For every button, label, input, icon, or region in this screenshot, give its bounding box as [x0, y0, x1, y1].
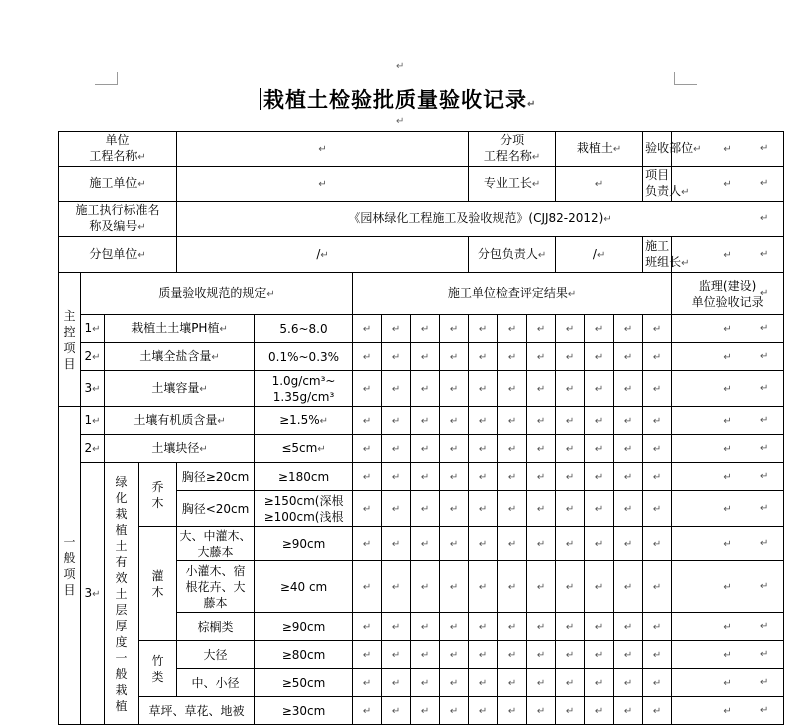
- check-cell[interactable]: ↵: [440, 343, 469, 371]
- subcontract-manager-label: 分包负责人↵: [469, 237, 556, 273]
- supervision-header: 监理(建设) 单位验收记录: [672, 273, 784, 315]
- page-corner-mark-left: [95, 72, 118, 85]
- row-end-mark: ↵: [760, 620, 769, 632]
- item-value: ≤5cm↵: [255, 435, 353, 463]
- item-name: 土壤容量↵: [105, 371, 255, 407]
- plant-subcategory: 棕榈类: [177, 613, 255, 641]
- table-row: [59, 527, 784, 561]
- sub-item-label: 分项 工程名称↵: [469, 132, 556, 167]
- check-cell[interactable]: ↵: [382, 641, 411, 669]
- check-cell[interactable]: ↵: [440, 561, 469, 613]
- row-end-mark: ↵: [760, 470, 769, 482]
- check-cell[interactable]: ↵: [556, 491, 585, 527]
- check-cell[interactable]: ↵: [643, 491, 672, 527]
- check-cell[interactable]: ↵: [556, 463, 585, 491]
- team-leader-label: 施工 班组长↵: [643, 237, 672, 273]
- row-end-mark: ↵: [760, 414, 769, 426]
- check-cell[interactable]: ↵: [585, 613, 614, 641]
- item-value: ≥150cm(深根 ≥100cm(浅根: [255, 491, 353, 527]
- check-cell[interactable]: ↵: [353, 561, 382, 613]
- supervision-cell[interactable]: ↵: [672, 343, 784, 371]
- team-leader-value[interactable]: ↵: [672, 237, 784, 273]
- check-cell[interactable]: ↵: [527, 407, 556, 435]
- subcontract-unit-value: /↵: [177, 237, 469, 273]
- table-row: [59, 371, 784, 407]
- table-row: [59, 435, 784, 463]
- item-no: 1↵: [81, 407, 105, 435]
- check-cell[interactable]: ↵: [353, 641, 382, 669]
- check-cell[interactable]: ↵: [469, 343, 498, 371]
- check-cell[interactable]: ↵: [527, 697, 556, 725]
- check-cell[interactable]: ↵: [585, 463, 614, 491]
- check-cell[interactable]: ↵: [382, 613, 411, 641]
- table-row: [59, 697, 784, 725]
- check-cell[interactable]: ↵: [382, 463, 411, 491]
- check-cell[interactable]: ↵: [498, 407, 527, 435]
- check-cell[interactable]: ↵: [440, 435, 469, 463]
- acceptance-part-value[interactable]: ↵: [672, 132, 784, 167]
- item-value: ≥40 cm: [255, 561, 353, 613]
- check-cell[interactable]: ↵: [614, 561, 643, 613]
- check-cell[interactable]: ↵: [469, 435, 498, 463]
- plant-subcategory: 中、小径: [177, 669, 255, 697]
- row-end-mark: ↵: [760, 287, 769, 299]
- check-cell[interactable]: ↵: [353, 669, 382, 697]
- check-cell[interactable]: ↵: [411, 697, 440, 725]
- check-cell[interactable]: ↵: [643, 463, 672, 491]
- check-cell[interactable]: ↵: [643, 343, 672, 371]
- item-name: 栽植土土壤PH植↵: [105, 315, 255, 343]
- project-manager-value[interactable]: ↵: [672, 167, 784, 202]
- check-cell[interactable]: ↵: [498, 527, 527, 561]
- check-cell[interactable]: ↵: [411, 561, 440, 613]
- check-cell[interactable]: ↵: [556, 527, 585, 561]
- check-cell[interactable]: ↵: [556, 641, 585, 669]
- row-end-mark: ↵: [760, 178, 769, 189]
- check-cell[interactable]: ↵: [469, 669, 498, 697]
- plant-category-label: 竹 类: [139, 641, 177, 697]
- check-cell[interactable]: ↵: [353, 315, 382, 343]
- item-name: 土壤全盐含量↵: [105, 343, 255, 371]
- check-cell[interactable]: ↵: [614, 343, 643, 371]
- check-cell[interactable]: ↵: [411, 491, 440, 527]
- supervision-cell[interactable]: ↵: [672, 641, 784, 669]
- row-end-mark: ↵: [760, 248, 769, 260]
- check-cell[interactable]: ↵: [411, 613, 440, 641]
- check-cell[interactable]: ↵: [585, 669, 614, 697]
- check-cell[interactable]: ↵: [469, 463, 498, 491]
- item-value: 5.6~8.0: [255, 315, 353, 343]
- check-cell[interactable]: ↵: [353, 463, 382, 491]
- item-value: ≥90cm: [255, 613, 353, 641]
- check-cell[interactable]: ↵: [585, 407, 614, 435]
- check-cell[interactable]: ↵: [556, 315, 585, 343]
- check-cell[interactable]: ↵: [440, 463, 469, 491]
- check-cell[interactable]: ↵: [382, 435, 411, 463]
- check-cell[interactable]: ↵: [382, 315, 411, 343]
- check-cell[interactable]: ↵: [353, 407, 382, 435]
- check-cell[interactable]: ↵: [498, 641, 527, 669]
- table-row: [59, 273, 784, 315]
- standard-label: 施工执行标准名 称及编号↵: [59, 202, 177, 237]
- check-cell[interactable]: ↵: [411, 527, 440, 561]
- check-cell[interactable]: ↵: [643, 669, 672, 697]
- soil-layer-group-label: 绿 化 栽 植 土 有 效 土 层 厚 度 一 般 栽 植: [105, 463, 139, 725]
- check-cell[interactable]: ↵: [469, 315, 498, 343]
- check-cell[interactable]: ↵: [614, 697, 643, 725]
- table-row: [59, 315, 784, 343]
- check-cell[interactable]: ↵: [527, 613, 556, 641]
- check-cell[interactable]: ↵: [469, 613, 498, 641]
- table-row: [59, 641, 784, 669]
- item-no: 1↵: [81, 315, 105, 343]
- item-value: ≥180cm: [255, 463, 353, 491]
- table-row: [59, 343, 784, 371]
- check-cell[interactable]: ↵: [382, 561, 411, 613]
- check-cell[interactable]: ↵: [643, 407, 672, 435]
- check-cell[interactable]: ↵: [614, 491, 643, 527]
- check-cell[interactable]: ↵: [643, 435, 672, 463]
- check-cell[interactable]: ↵: [353, 343, 382, 371]
- check-cell[interactable]: ↵: [585, 527, 614, 561]
- check-cell[interactable]: ↵: [585, 491, 614, 527]
- check-cell[interactable]: ↵: [643, 527, 672, 561]
- check-cell[interactable]: ↵: [614, 371, 643, 407]
- supervision-cell[interactable]: ↵: [672, 315, 784, 343]
- table-row: [59, 202, 784, 237]
- check-cell[interactable]: ↵: [643, 613, 672, 641]
- main-control-label: 主 控 项 目: [59, 273, 81, 407]
- check-cell[interactable]: ↵: [440, 641, 469, 669]
- row-end-mark: ↵: [760, 213, 769, 224]
- construction-unit-value[interactable]: ↵: [177, 167, 469, 202]
- supervision-cell[interactable]: ↵: [672, 527, 784, 561]
- check-cell[interactable]: ↵: [353, 435, 382, 463]
- document-title: [260, 84, 536, 114]
- check-cell[interactable]: ↵: [382, 697, 411, 725]
- plant-subcategory: 胸径<20cm: [177, 491, 255, 527]
- row-end-mark: ↵: [760, 350, 769, 362]
- check-cell[interactable]: ↵: [353, 371, 382, 407]
- check-cell[interactable]: ↵: [614, 641, 643, 669]
- check-cell[interactable]: ↵: [556, 407, 585, 435]
- check-cell[interactable]: ↵: [382, 371, 411, 407]
- item-value: ≥1.5%↵: [255, 407, 353, 435]
- check-cell[interactable]: ↵: [585, 435, 614, 463]
- supervision-cell[interactable]: ↵: [672, 435, 784, 463]
- check-cell[interactable]: ↵: [527, 491, 556, 527]
- check-cell[interactable]: ↵: [353, 697, 382, 725]
- check-cell[interactable]: ↵: [469, 407, 498, 435]
- check-cell[interactable]: ↵: [411, 371, 440, 407]
- item-value: 0.1%~0.3%: [255, 343, 353, 371]
- plant-category-label: 灌 木: [139, 527, 177, 641]
- row-end-mark: ↵: [760, 322, 769, 334]
- item-no: 2↵: [81, 343, 105, 371]
- table-row: [59, 167, 784, 202]
- check-cell[interactable]: ↵: [643, 697, 672, 725]
- check-cell[interactable]: ↵: [498, 491, 527, 527]
- row-end-mark: ↵: [760, 648, 769, 660]
- check-cell[interactable]: ↵: [498, 343, 527, 371]
- check-cell[interactable]: ↵: [585, 315, 614, 343]
- check-cell[interactable]: ↵: [382, 343, 411, 371]
- check-cell[interactable]: ↵: [527, 641, 556, 669]
- check-cell[interactable]: ↵: [585, 371, 614, 407]
- unit-project-label: 单位 工程名称↵: [59, 132, 177, 167]
- check-cell[interactable]: ↵: [527, 561, 556, 613]
- item-name: 土壤块径↵: [105, 435, 255, 463]
- check-cell[interactable]: ↵: [643, 561, 672, 613]
- check-cell[interactable]: ↵: [527, 527, 556, 561]
- plant-subcategory: 胸径≥20cm: [177, 463, 255, 491]
- plant-category-label: 乔 木: [139, 463, 177, 527]
- foreman-label: 专业工长↵: [469, 167, 556, 202]
- check-cell[interactable]: ↵: [527, 371, 556, 407]
- check-cell[interactable]: ↵: [585, 343, 614, 371]
- check-cell[interactable]: ↵: [498, 669, 527, 697]
- check-cell[interactable]: ↵: [556, 371, 585, 407]
- check-cell[interactable]: ↵: [411, 343, 440, 371]
- acceptance-part-label: 验收部位↵: [643, 132, 672, 167]
- construction-unit-label: 施工单位↵: [59, 167, 177, 202]
- row-end-mark: ↵: [760, 537, 769, 549]
- paragraph-mark: ↵: [396, 61, 405, 72]
- check-cell[interactable]: ↵: [498, 435, 527, 463]
- check-cell[interactable]: ↵: [382, 407, 411, 435]
- row-end-mark: ↵: [760, 580, 769, 592]
- text-cursor: [260, 88, 261, 110]
- sub-item-value: 栽植土↵: [556, 132, 643, 167]
- table-row: [59, 237, 784, 273]
- subcontract-manager-value: /↵: [556, 237, 643, 273]
- item-value: ≥50cm: [255, 669, 353, 697]
- page-corner-mark-right: [674, 72, 697, 85]
- check-cell[interactable]: ↵: [527, 343, 556, 371]
- check-cell[interactable]: ↵: [469, 491, 498, 527]
- item-no: 3↵: [81, 463, 105, 725]
- check-cell[interactable]: ↵: [382, 669, 411, 697]
- check-cell[interactable]: ↵: [643, 315, 672, 343]
- item-value: 1.0g/cm³~ 1.35g/cm³: [255, 371, 353, 407]
- check-cell[interactable]: ↵: [614, 407, 643, 435]
- spec-header: 质量验收规范的规定↵: [81, 273, 353, 315]
- general-label: 一 般 项 目: [59, 407, 81, 725]
- check-cell[interactable]: ↵: [498, 371, 527, 407]
- check-cell[interactable]: ↵: [556, 561, 585, 613]
- check-cell[interactable]: ↵: [382, 491, 411, 527]
- check-cell[interactable]: ↵: [382, 527, 411, 561]
- check-cell[interactable]: ↵: [469, 561, 498, 613]
- item-value: ≥80cm: [255, 641, 353, 669]
- check-cell[interactable]: ↵: [556, 343, 585, 371]
- supervision-cell[interactable]: ↵: [672, 561, 784, 613]
- check-cell[interactable]: ↵: [469, 641, 498, 669]
- table-row: [59, 407, 784, 435]
- check-cell[interactable]: ↵: [440, 407, 469, 435]
- title-text: 栽植土检验批质量验收记录: [263, 88, 527, 112]
- check-cell[interactable]: ↵: [353, 527, 382, 561]
- check-cell[interactable]: ↵: [440, 491, 469, 527]
- check-cell[interactable]: ↵: [614, 613, 643, 641]
- check-cell[interactable]: ↵: [585, 561, 614, 613]
- paragraph-mark: ↵: [527, 99, 537, 110]
- check-cell[interactable]: ↵: [614, 463, 643, 491]
- item-no: 3↵: [81, 371, 105, 407]
- plant-category-label: 草坪、草花、地被: [139, 697, 255, 725]
- check-cell[interactable]: ↵: [469, 371, 498, 407]
- check-cell[interactable]: ↵: [498, 697, 527, 725]
- project-manager-label: 项目 负责人↵: [643, 167, 672, 202]
- check-cell[interactable]: ↵: [411, 641, 440, 669]
- row-end-mark: ↵: [760, 442, 769, 454]
- check-cell[interactable]: ↵: [614, 527, 643, 561]
- check-cell[interactable]: ↵: [498, 561, 527, 613]
- check-cell[interactable]: ↵: [527, 435, 556, 463]
- row-end-mark: ↵: [760, 502, 769, 514]
- item-value: ≥30cm: [255, 697, 353, 725]
- check-cell[interactable]: ↵: [440, 697, 469, 725]
- plant-subcategory: 大径: [177, 641, 255, 669]
- check-cell[interactable]: ↵: [556, 613, 585, 641]
- check-cell[interactable]: ↵: [440, 315, 469, 343]
- plant-subcategory: 大、中灌木、 大藤本: [177, 527, 255, 561]
- supervision-cell[interactable]: ↵: [672, 697, 784, 725]
- check-cell[interactable]: ↵: [440, 613, 469, 641]
- plant-subcategory: 小灌木、宿 根花卉、大 藤本: [177, 561, 255, 613]
- check-cell[interactable]: ↵: [643, 371, 672, 407]
- check-cell[interactable]: ↵: [614, 669, 643, 697]
- table-row: [59, 132, 784, 167]
- check-cell[interactable]: ↵: [527, 315, 556, 343]
- check-cell[interactable]: ↵: [556, 669, 585, 697]
- table-row: [59, 463, 784, 491]
- check-cell[interactable]: ↵: [440, 669, 469, 697]
- check-cell[interactable]: ↵: [411, 315, 440, 343]
- check-cell[interactable]: ↵: [498, 315, 527, 343]
- check-cell[interactable]: ↵: [411, 669, 440, 697]
- row-end-mark: ↵: [760, 704, 769, 716]
- check-cell[interactable]: ↵: [440, 371, 469, 407]
- row-end-mark: ↵: [760, 382, 769, 394]
- check-cell[interactable]: ↵: [469, 697, 498, 725]
- check-cell[interactable]: ↵: [411, 407, 440, 435]
- check-cell[interactable]: ↵: [498, 463, 527, 491]
- check-cell[interactable]: ↵: [643, 641, 672, 669]
- check-cell[interactable]: ↵: [353, 491, 382, 527]
- foreman-value[interactable]: ↵: [556, 167, 643, 202]
- check-cell[interactable]: ↵: [556, 697, 585, 725]
- check-cell[interactable]: ↵: [585, 641, 614, 669]
- check-cell[interactable]: ↵: [585, 697, 614, 725]
- unit-project-value[interactable]: ↵: [177, 132, 469, 167]
- check-cell[interactable]: ↵: [556, 435, 585, 463]
- check-cell[interactable]: ↵: [614, 315, 643, 343]
- acceptance-record-table: [58, 131, 784, 725]
- item-value: ≥90cm: [255, 527, 353, 561]
- check-cell[interactable]: ↵: [527, 463, 556, 491]
- check-cell[interactable]: ↵: [353, 613, 382, 641]
- check-cell[interactable]: ↵: [411, 463, 440, 491]
- row-end-mark: ↵: [760, 143, 769, 154]
- check-cell[interactable]: ↵: [440, 527, 469, 561]
- item-name: 土壤有机质含量↵: [105, 407, 255, 435]
- row-end-mark: ↵: [760, 676, 769, 688]
- supervision-cell[interactable]: ↵: [672, 613, 784, 641]
- check-cell[interactable]: ↵: [527, 669, 556, 697]
- check-header: 施工单位检查评定结果↵: [353, 273, 672, 315]
- supervision-cell[interactable]: ↵: [672, 407, 784, 435]
- subcontract-unit-label: 分包单位↵: [59, 237, 177, 273]
- supervision-cell[interactable]: ↵: [672, 371, 784, 407]
- check-cell[interactable]: ↵: [614, 435, 643, 463]
- supervision-cell[interactable]: ↵: [672, 491, 784, 527]
- standard-value: 《园林绿化工程施工及验收规范》(CJJ82-2012)↵: [177, 202, 784, 237]
- supervision-cell[interactable]: ↵: [672, 669, 784, 697]
- paragraph-mark: ↵: [396, 116, 405, 127]
- supervision-cell[interactable]: ↵: [672, 463, 784, 491]
- item-no: 2↵: [81, 435, 105, 463]
- check-cell[interactable]: ↵: [411, 435, 440, 463]
- check-cell[interactable]: ↵: [469, 527, 498, 561]
- check-cell[interactable]: ↵: [498, 613, 527, 641]
